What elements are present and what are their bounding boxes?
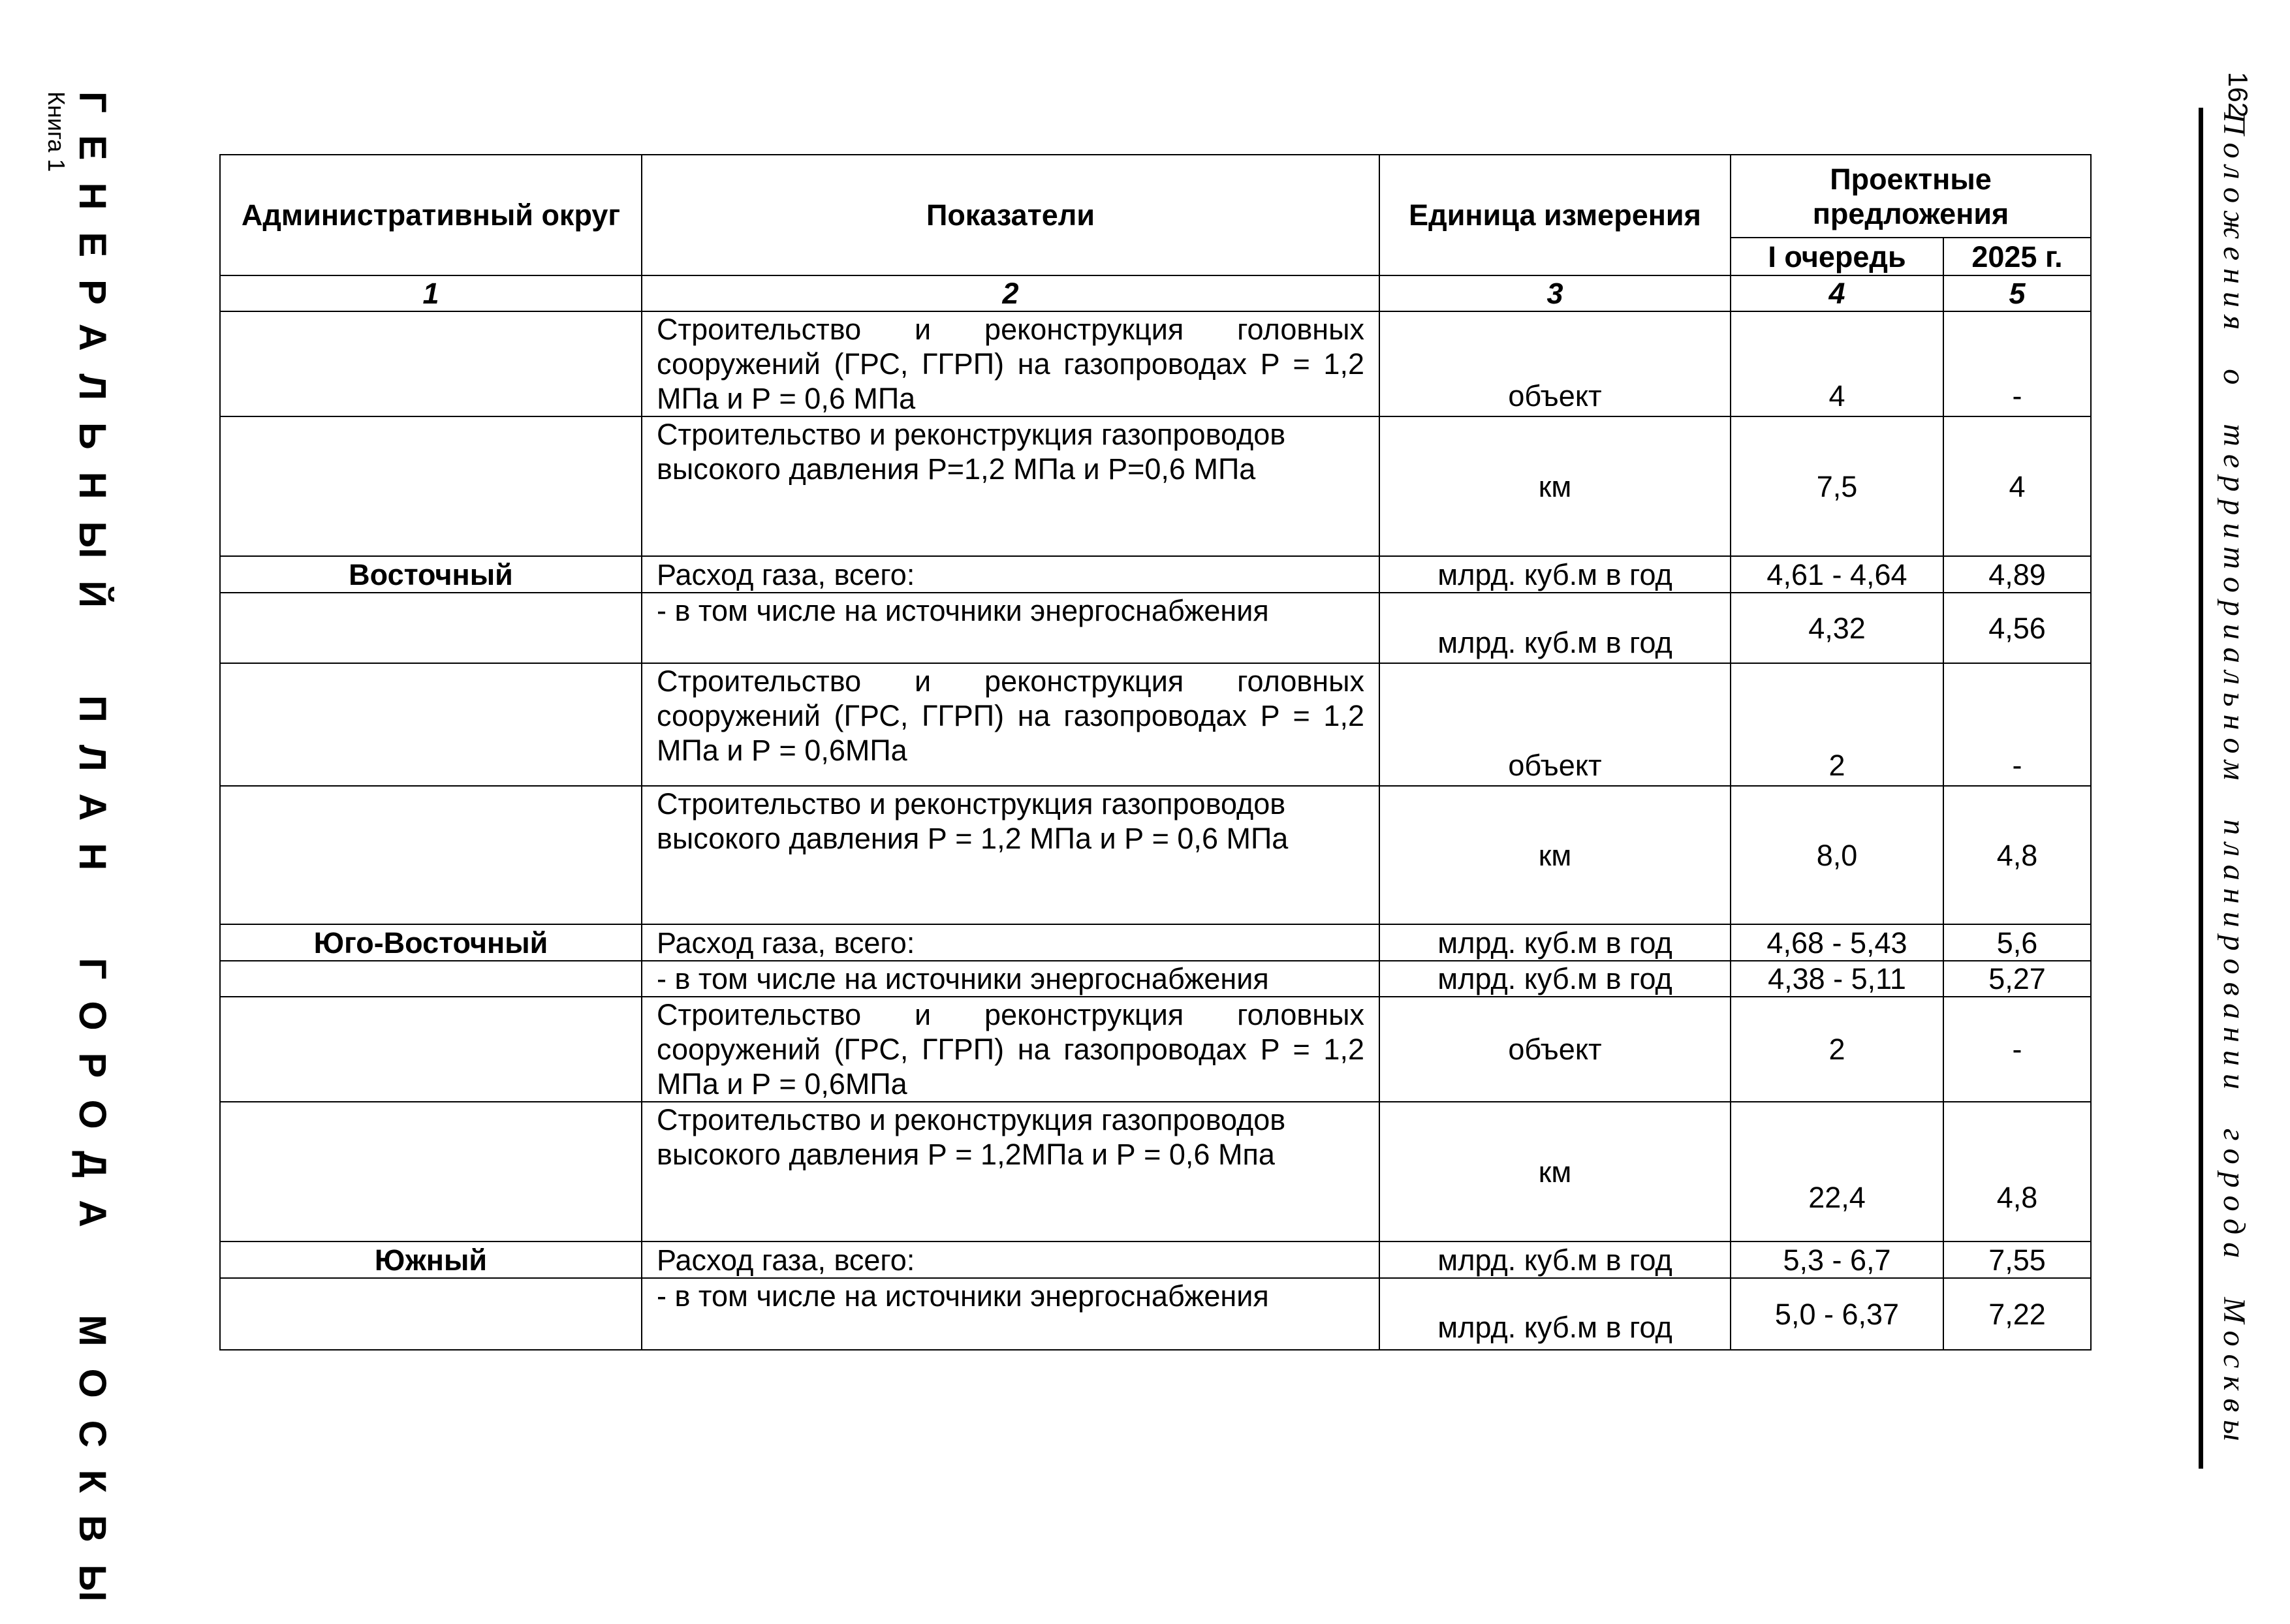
header-proposals: Проектные предложения [1731,155,2091,238]
book-label: Книга 1 [43,91,70,172]
stage1-cell: 5,0 - 6,37 [1731,1278,1943,1350]
unit-cell: км [1379,786,1731,924]
y2025-cell: 5,6 [1943,924,2091,961]
district-cell [220,1278,642,1350]
unit-cell: млрд. куб.м в год [1379,961,1731,997]
y2025-cell: 7,22 [1943,1278,2091,1350]
table-row [220,311,2091,416]
stage1-cell: 22,4 [1731,1102,1943,1241]
district-cell [220,961,642,997]
district-cell [220,786,642,924]
column-number-row [220,275,2091,311]
column-number: 1 [220,275,642,311]
district-cell [220,416,642,556]
header-unit: Единица измерения [1379,155,1731,275]
indicator-cell: - в том числе на источники энергоснабжения [642,593,1379,663]
table-row [220,997,2091,1102]
header-row [220,155,2091,238]
indicator-cell: Расход газа, всего: [642,556,1379,593]
table-row [220,1102,2091,1241]
page-number: 162 [2223,72,2253,118]
column-number: 3 [1379,275,1731,311]
table-row [220,556,2091,593]
header-indicators: Показатели [642,155,1379,275]
district-cell [220,311,642,416]
column-number: 2 [642,275,1379,311]
y2025-cell: 5,27 [1943,961,2091,997]
column-number: 5 [1943,275,2091,311]
indicator-cell: Строительство и реконструкция головных сооружений (ГРС, ГГРП) на газопроводах P = 1,2 МПа и Р = 0,6 МПа [642,311,1379,416]
indicator-cell: Расход газа, всего: [642,1241,1379,1278]
table-row [220,1278,2091,1350]
right-margin [2180,72,2272,1475]
stage1-cell: 4,32 [1731,593,1943,663]
stage1-cell: 2 [1731,997,1943,1102]
district-cell [220,663,642,786]
header-district: Административный округ [220,155,642,275]
gas-supply-table [219,154,2092,1351]
y2025-cell: 4,8 [1943,1102,2091,1241]
stage1-cell: 7,5 [1731,416,1943,556]
stage1-cell: 2 [1731,663,1943,786]
table-row [220,416,2091,556]
stage1-cell: 5,3 - 6,7 [1731,1241,1943,1278]
unit-cell: объект [1379,311,1731,416]
indicator-cell: - в том числе на источники энергоснабжения [642,961,1379,997]
indicator-cell: Строительство и реконструкция газопроводов высокого давления Р=1,2 МПа и Р=0,6 МПа [642,416,1379,556]
y2025-cell: 4,89 [1943,556,2091,593]
unit-cell: км [1379,416,1731,556]
table-row [220,663,2091,786]
stage1-cell: 4,61 - 4,64 [1731,556,1943,593]
indicator-cell: Расход газа, всего: [642,924,1379,961]
y2025-cell: - [1943,311,2091,416]
y2025-cell: 4 [1943,416,2091,556]
district-cell [220,593,642,663]
unit-cell: км [1379,1102,1731,1241]
unit-cell: млрд. куб.м в год [1379,556,1731,593]
indicator-cell: Строительство и реконструкция головных сооружений (ГРС, ГГРП) на газопроводах P = 1,2 МПа и Р = 0,6МПа [642,663,1379,786]
indicator-cell: - в том числе на источники энергоснабжения [642,1278,1379,1350]
indicator-cell: Строительство и реконструкция головных сооружений (ГРС, ГГРП) на газопроводах P = 1,2 МПа и Р = 0,6МПа [642,997,1379,1102]
unit-cell: объект [1379,663,1731,786]
y2025-cell: - [1943,997,2091,1102]
table-row [220,593,2091,663]
document-title: ГЕНЕРАЛЬНЫЙ ПЛАН ГОРОДА МОСКВЫ [71,91,114,1624]
indicator-cell: Строительство и реконструкция газопроводов высокого давления Р = 1,2 МПа и Р = 0,6 МПа [642,786,1379,924]
indicator-cell: Строительство и реконструкция газопроводов высокого давления Р = 1,2МПа и Р = 0,6 Мпа [642,1102,1379,1241]
header-stage1: I очередь [1731,238,1943,275]
district-cell [220,1102,642,1241]
district-cell: Восточный [220,556,642,593]
stage1-cell: 4,68 - 5,43 [1731,924,1943,961]
unit-cell: млрд. куб.м в год [1379,924,1731,961]
margin-rule [2199,108,2203,1469]
district-cell [220,997,642,1102]
table-row [220,1241,2091,1278]
unit-cell: млрд. куб.м в год [1379,1278,1731,1350]
unit-cell: млрд. куб.м в год [1379,593,1731,663]
y2025-cell: - [1943,663,2091,786]
district-cell: Южный [220,1241,642,1278]
left-margin [36,91,121,1624]
section-title: Положения о территориальном планировании города Москвы [2217,112,2251,1449]
table-row [220,961,2091,997]
district-cell: Юго-Восточный [220,924,642,961]
unit-cell: объект [1379,997,1731,1102]
y2025-cell: 4,56 [1943,593,2091,663]
y2025-cell: 4,8 [1943,786,2091,924]
stage1-cell: 4 [1731,311,1943,416]
stage1-cell: 8,0 [1731,786,1943,924]
table-row [220,786,2091,924]
unit-cell: млрд. куб.м в год [1379,1241,1731,1278]
column-number: 4 [1731,275,1943,311]
stage1-cell: 4,38 - 5,11 [1731,961,1943,997]
header-2025: 2025 г. [1943,238,2091,275]
table-row [220,924,2091,961]
y2025-cell: 7,55 [1943,1241,2091,1278]
